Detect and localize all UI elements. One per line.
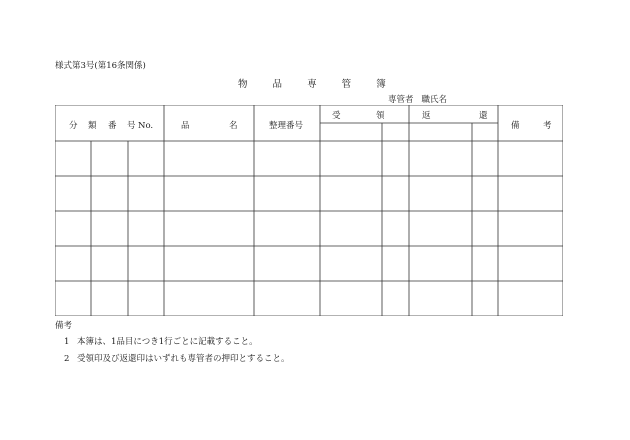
document-title xyxy=(238,76,386,90)
note-item xyxy=(64,335,258,347)
note-text: 受領印及び返還印はいずれも専管者の押印とすること。 xyxy=(77,354,290,364)
header-category-4: 号 xyxy=(127,121,136,131)
table-grid xyxy=(55,105,563,316)
header-control-number: 整理番号 xyxy=(269,121,304,131)
table-header xyxy=(69,110,552,131)
title-char: 専 xyxy=(307,79,317,90)
manager-value: 職氏名 xyxy=(421,95,448,105)
header-category-3: 番 xyxy=(108,121,117,131)
manager-label: 専管者 xyxy=(388,95,414,105)
note-number: 2 xyxy=(64,354,70,364)
header-returned-2: 還 xyxy=(479,111,488,121)
note-number: 1 xyxy=(64,337,70,347)
form-reference: 様式第3号(第16条関係) xyxy=(55,61,146,71)
note-text: 本簿は、1品目につき1行ごとに記載すること。 xyxy=(77,337,258,347)
title-char: 品 xyxy=(272,79,283,90)
header-received-2: 領 xyxy=(376,111,385,121)
header-returned-1: 返 xyxy=(422,111,431,121)
header-item-name-1: 品 xyxy=(181,121,190,131)
note-item xyxy=(64,352,290,364)
title-char: 管 xyxy=(341,79,352,90)
ledger-table xyxy=(55,105,563,316)
header-category-2: 類 xyxy=(88,121,97,131)
manager-line xyxy=(388,93,447,105)
header-received-1: 受 xyxy=(332,111,341,121)
title-char: 物 xyxy=(238,79,248,90)
header-remarks-2: 考 xyxy=(543,121,552,131)
header-remarks-1: 備 xyxy=(511,121,520,131)
header-category-1: 分 xyxy=(69,121,78,131)
notes-heading: 備考 xyxy=(55,321,73,331)
header-category-no: No. xyxy=(138,121,154,131)
header-item-name-2: 名 xyxy=(229,121,238,131)
title-char: 簿 xyxy=(376,79,386,90)
